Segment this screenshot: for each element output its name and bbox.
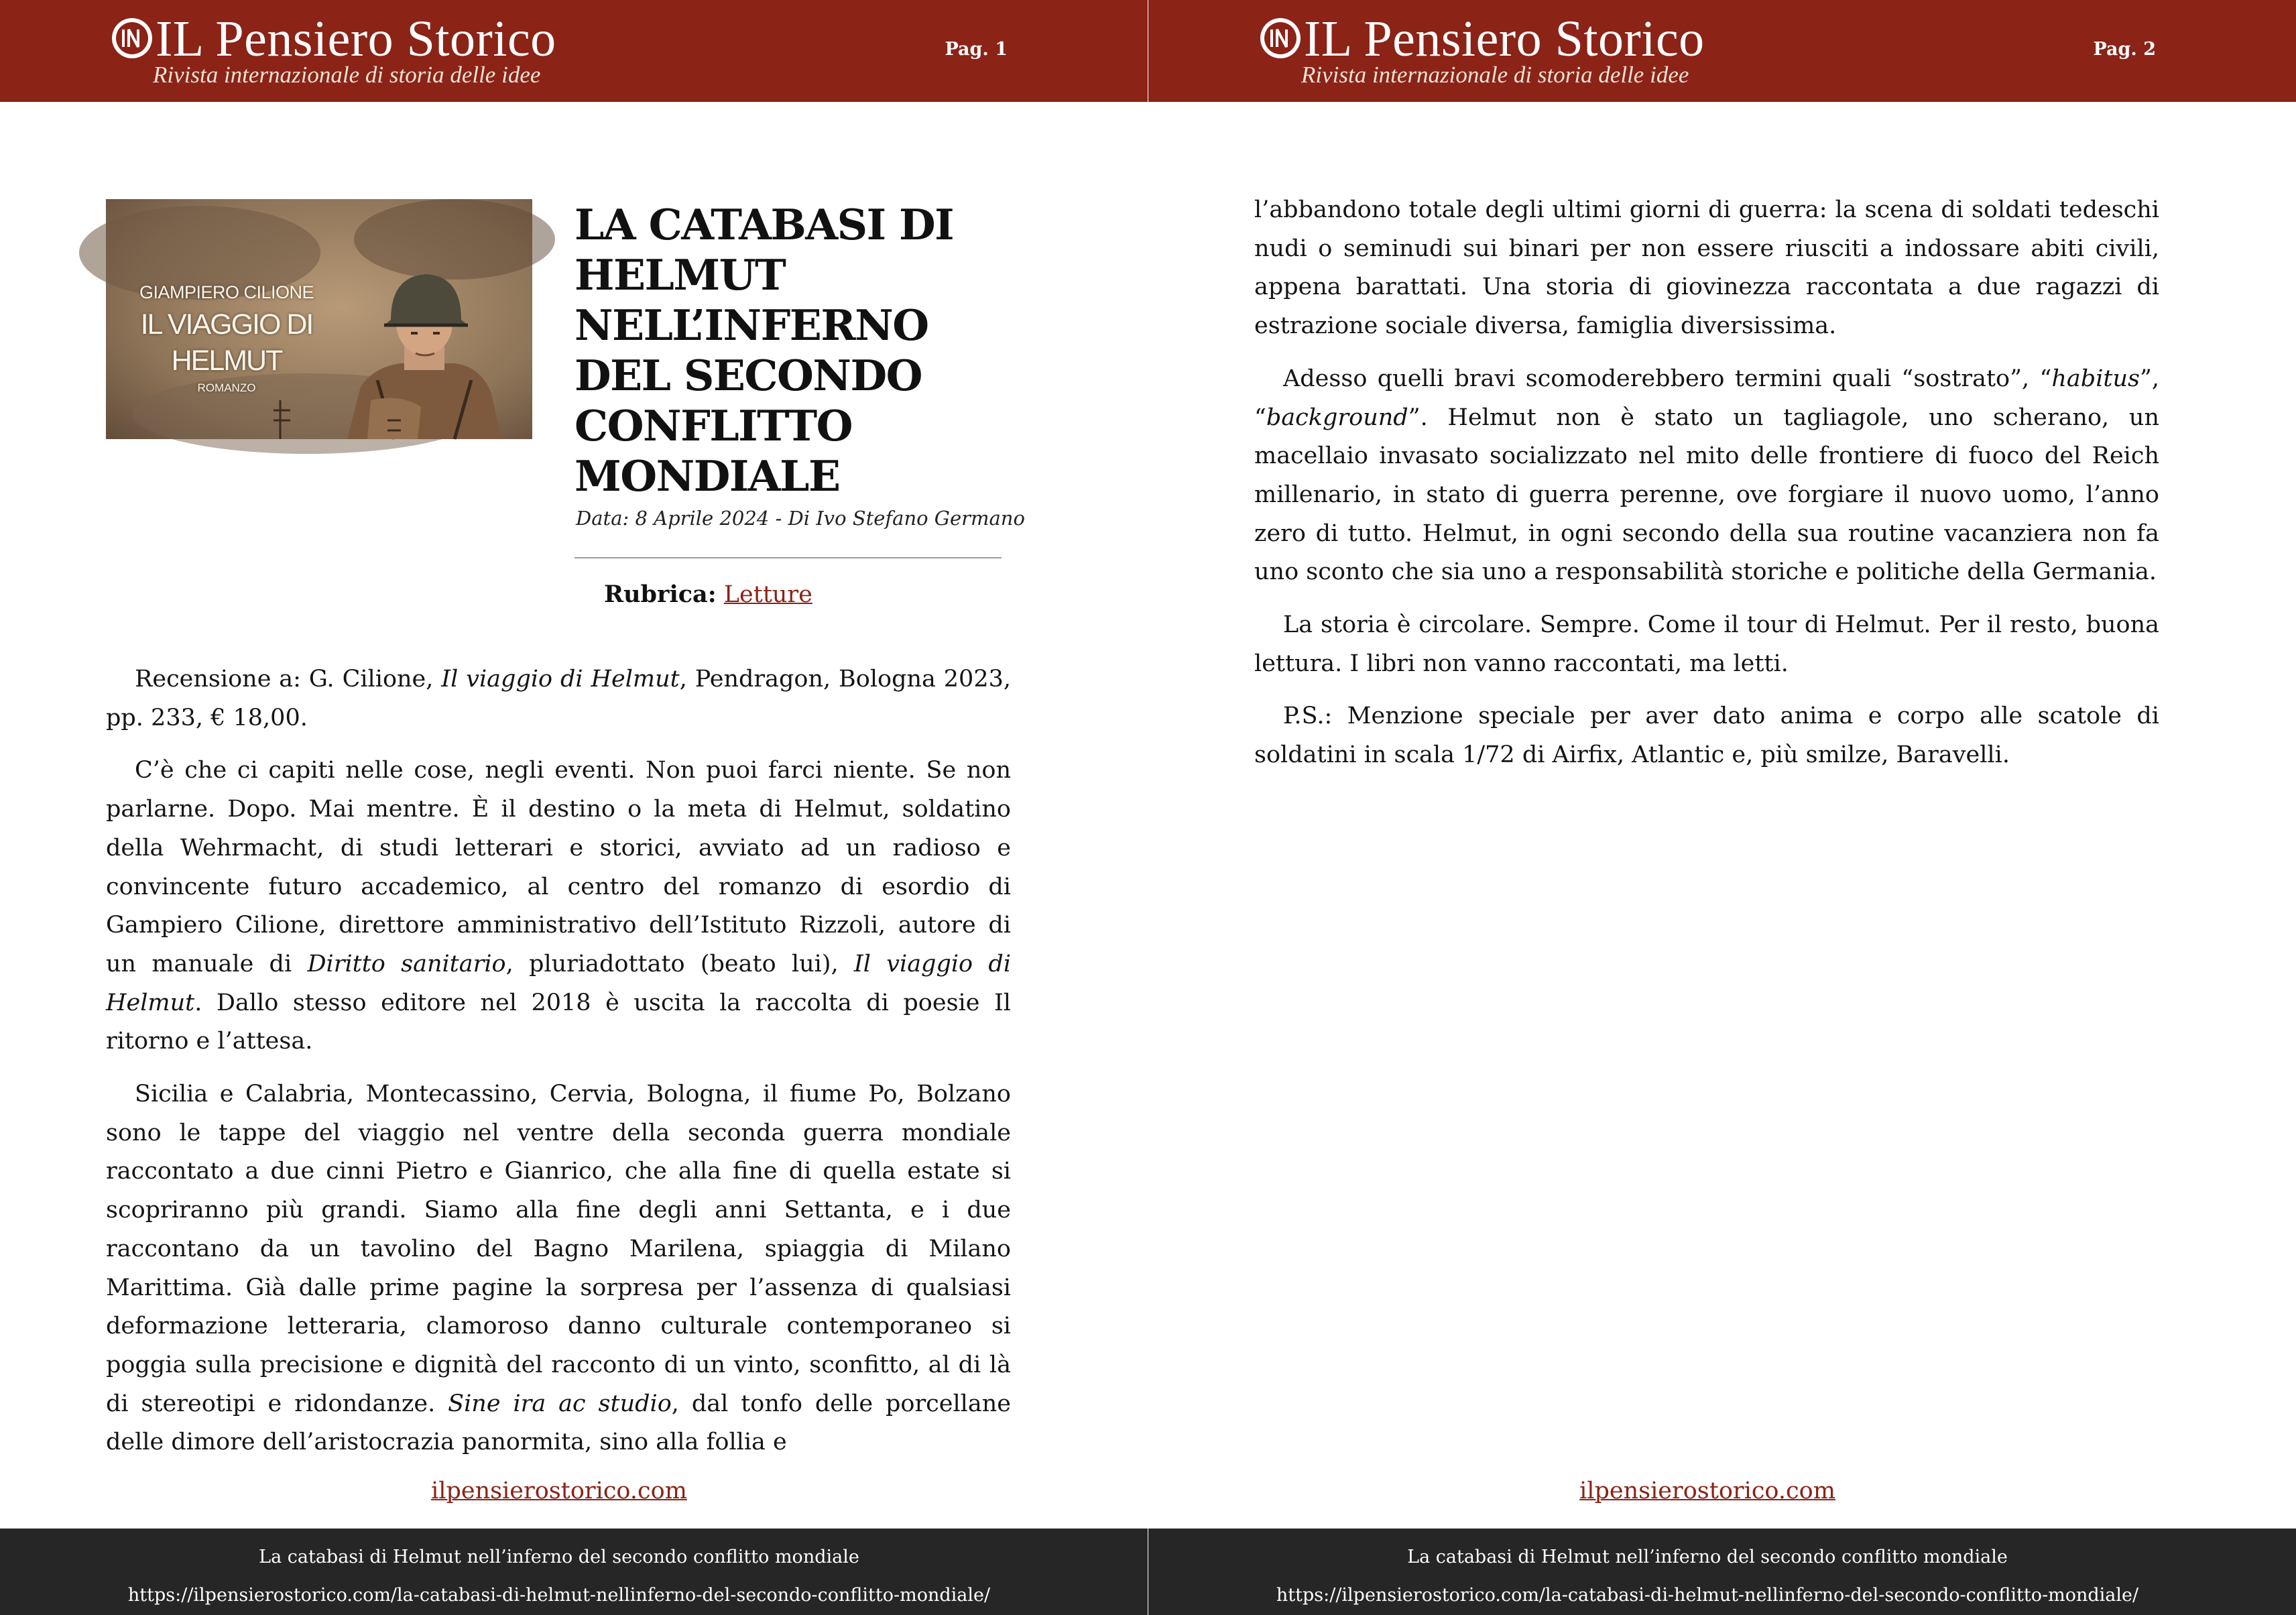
logo-emblem-icon xyxy=(109,15,156,62)
footer-title: La catabasi di Helmut nell’inferno del secondo conflitto mondiale xyxy=(259,1547,859,1567)
italic-text: Diritto sanitario xyxy=(307,950,506,977)
paragraph xyxy=(1254,606,2159,683)
footer-url[interactable]: https://ilpensierostorico.com/la-catabasi-di-helmut-nellinferno-del-secondo-conflitto-mondiale/ xyxy=(127,1585,991,1606)
paragraph xyxy=(1254,360,2159,592)
logo-emblem-icon xyxy=(1257,15,1304,62)
italic-text: background xyxy=(1266,404,1408,431)
page-number: Pag. 1 xyxy=(945,39,1008,60)
article-meta: Data: 8 Aprile 2024 - Di Ivo Stefano Germano xyxy=(576,507,1025,530)
rubrica xyxy=(604,581,812,608)
paragraph xyxy=(106,752,1011,1061)
paragraph xyxy=(106,1075,1011,1462)
cover-genre: ROMANZO xyxy=(197,381,256,394)
page-header xyxy=(1148,0,2296,102)
logo-title: IL Pensiero Storico xyxy=(156,11,556,67)
text-run: ”. Helmut non è stato un tagliagole, uno scherano, un macellaio invasato socializzato nel mito delle frontiere di fuoco del Reich millenario, in stato di guerra perenne, ove forgiare il nuovo uomo, l’anno zero di tutto. Helmut, in ogni secondo della sua routine vacanziera non fa uno sconto che sia uno a responsabilità storiche e politiche della Germania. xyxy=(1254,404,2159,586)
page-header xyxy=(0,0,1148,102)
text-run: C’è che ci capiti nelle cose, negli eventi. Non puoi farci niente. Se non parlarne. Dopo. Mai mentre. È il destino o la meta di Helmut, soldatino della Wehrmacht, di studi letterari e storici, avviato ad un radioso e convincente futuro accademico, al centro del romanzo di esordio di Gampiero Cilione, direttore amministrativo dell’Istituto Rizzoli, autore di un manuale di xyxy=(106,757,1011,977)
page-2 xyxy=(1148,0,2296,1615)
book-cover-image xyxy=(106,199,532,439)
italic-text: Il viaggio di Helmut xyxy=(441,666,680,693)
text-run: ”, “ xyxy=(1254,365,2159,431)
text-run: La storia è circolare. Sempre. Come il tour di Helmut. Per il resto, buona lettura. I libri non vanno raccontati, ma letti. xyxy=(1254,611,2159,677)
footer-title: La catabasi di Helmut nell’inferno del secondo conflitto mondiale xyxy=(1407,1547,2008,1567)
site-logo[interactable] xyxy=(1257,12,1713,93)
footer-url[interactable]: https://ilpensierostorico.com/la-catabasi-di-helmut-nellinferno-del-secondo-conflitto-mondiale/ xyxy=(1276,1585,2139,1606)
cover-author: GIAMPIERO CILIONE xyxy=(139,282,314,302)
cover-title xyxy=(126,306,327,379)
cover-title-line-2: HELMUT xyxy=(171,345,282,377)
italic-text: habitus xyxy=(2051,365,2140,392)
logo-title: IL Pensiero Storico xyxy=(1304,11,1705,67)
text-run: Adesso quelli bravi scomoderebbero termini quali “sostrato”, “ xyxy=(1283,365,2052,392)
page-footer xyxy=(0,1529,1148,1615)
text-run: P.S.: Menzione speciale per aver dato anima e corpo alle scatole di soldatini in scala 1/72 di Airfix, Atlantic e, più smilze, Baravelli. xyxy=(1254,703,2159,769)
italic-text: Sine ira ac studio xyxy=(448,1390,672,1417)
text-run: , dal tonfo delle porcellane delle dimore dell’aristocrazia panormita, sino alla follia e xyxy=(106,1390,1011,1456)
italic-text: Il viaggio di Helmut xyxy=(106,950,1012,1016)
rubrica-label: Rubrica: xyxy=(604,581,717,608)
site-logo[interactable] xyxy=(109,12,564,93)
title-divider xyxy=(575,557,1002,558)
page-number: Pag. 2 xyxy=(2093,39,2156,60)
page-footer xyxy=(1148,1529,2296,1615)
text-run: , pluriadottato (beato lui), xyxy=(505,950,854,977)
rubrica-link[interactable]: Letture xyxy=(723,581,812,608)
paragraph xyxy=(106,660,1011,737)
article-body-page-2 xyxy=(1254,191,2159,789)
logo-subtitle: Rivista internazionale di storia delle idee xyxy=(1301,62,1689,88)
text-run: l’abbandono totale degli ultimi giorni di guerra: la scena di soldati tedeschi nudi o seminudi sui binari per non essere riusciti a indossare abiti civili, appena barattati. Una storia di giovinezza raccontata a due ragazzi di estrazione sociale diversa, famiglia diversissima. xyxy=(1254,196,2159,340)
cover-title-line-1: IL VIAGGIO DI xyxy=(140,308,313,341)
text-run: Sicilia e Calabria, Montecassino, Cervia, Bologna, il fiume Po, Bolzano sono le tappe del viaggio nel ventre della seconda guerra mondiale raccontato a due cinni Pietro e Gianrico, che alla fine di quella estate si scopriranno più grandi. Siamo alla fine degli anni Settanta, e i due raccontano da un tavolino del Bagno Marilena, spiaggia di Milano Marittima. Già dalle prime pagine la sorpresa per l’assenza di qualsiasi deformazione letteraria, clamoroso danno culturale contemporaneo si poggia sulla precisione e dignità del racconto di un vinto, sconfitto, al di là di stereotipi e ridondanze. xyxy=(106,1081,1011,1417)
text-run: Recensione a: G. Cilione, xyxy=(135,666,442,693)
article-title: LA CATABASI DI HELMUT NELL’INFERNO DEL SECONDO CONFLITTO MONDIALE xyxy=(575,200,954,501)
text-run: , Pendragon, Bologna 2023, pp. 233, € 18,00. xyxy=(106,666,1011,731)
article-body-page-1 xyxy=(106,660,1012,1456)
site-link[interactable]: ilpensierostorico.com xyxy=(1579,1478,1835,1504)
logo-subtitle: Rivista internazionale di storia delle idee xyxy=(153,62,541,88)
site-link[interactable]: ilpensierostorico.com xyxy=(431,1478,687,1504)
paragraph xyxy=(1254,191,2159,346)
paragraph xyxy=(1254,697,2159,774)
text-run: . Dallo stesso editore nel 2018 è uscita la raccolta di poesie Il ritorno e l’attesa. xyxy=(106,989,1011,1055)
